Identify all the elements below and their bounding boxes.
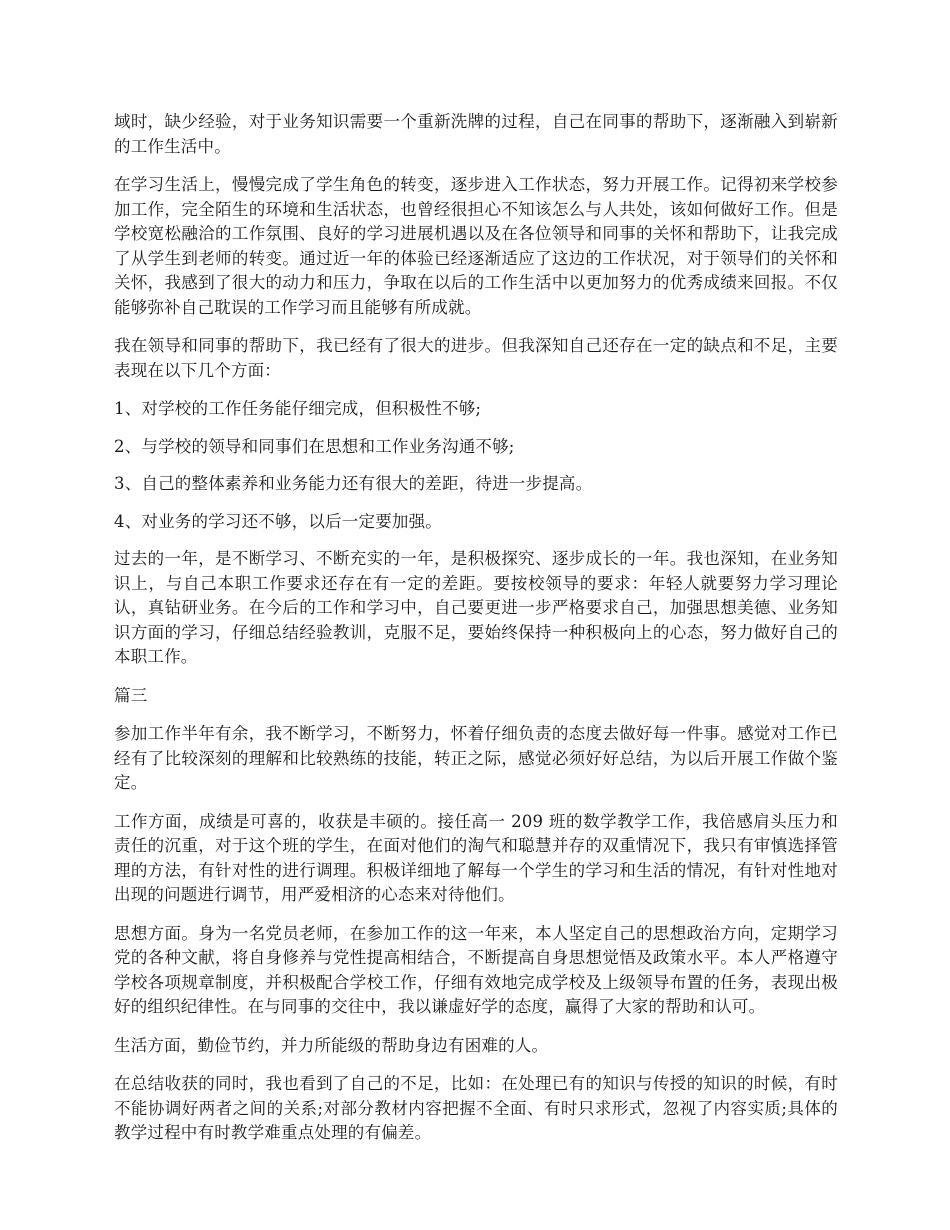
list-item: 4、对业务的学习还不够，以后一定要加强。 — [114, 511, 442, 531]
paragraph-thought: 思想方面。身为一名党员老师，在参加工作的这一年来，本人坚定自己的思想政治方向，定期学习党的各种文献，将自身修养与党性提高相结合，不断提高自身思想觉悟及政策水平。本人严格遵守学校各项规章制度，并积极配合学校工作，仔细有效地完成学校及上级领导布置的任务，表现出极好的组织纪律性。在与同事的交往中，我以谦虚好学的态度，赢得了大家的帮助和认可。 — [114, 923, 838, 1016]
section-heading: 篇三 — [114, 685, 148, 705]
paragraph-intro-continuation: 域时，缺少经验，对于业务知识需要一个重新洗牌的过程，自己在同事的帮助下，逐渐融入到崭新的工作生活中。 — [114, 112, 838, 156]
list-item: 3、自己的整体素养和业务能力还有很大的差距，待进一步提高。 — [114, 474, 593, 493]
paragraph-study-life: 在学习生活上，慢慢完成了学生角色的转变，逐步进入工作状态，努力开展工作。记得初来学校参加工作，完全陌生的环境和生活状态，也曾经很担心不知该怎么与人共处，该如何做好工作。但是学校宽松融洽的工作氛围、良好的学习进展机遇以及在各位领导和同事的关怀和帮助下，让我完成了从学生到老师的转变。通过近一年的体验已经逐渐适应了这边的工作状况，对于领导们的关怀和关怀，我感到了很大的动力和压力，争取在以后的工作生活中以更加努力的优秀成绩来回报。不仅能够弥补自己耽误的工作学习而且能够有所成就。 — [114, 175, 838, 317]
paragraph-half-year: 参加工作半年有余，我不断学习，不断努力，怀着仔细负责的态度去做好每一件事。感觉对工作已经有了比较深刻的理解和比较熟练的技能，转正之际，感觉必须好好总结，为以后开展工作做个鉴定。 — [114, 724, 838, 792]
list-item: 1、对学校的工作任务能仔细完成，但积极性不够; — [114, 399, 482, 418]
paragraph-life: 生活方面，勤俭节约，并力所能级的帮助身边有困难的人。 — [114, 1035, 549, 1055]
paragraph-shortcomings-intro: 我在领导和同事的帮助下，我已经有了很大的进步。但我深知自己还存在一定的缺点和不足，主要表现在以下几个方面： — [114, 336, 838, 380]
paragraph-work: 工作方面，成绩是可喜的，收获是丰硕的。接任高一 209 班的数学教学工作，我倍感肩头压力和责任的沉重，对于这个班的学生，在面对他们的淘气和聪慧并存的双重情况下，我只有审慎选择管理的方法，有针对性的进行调理。积极详细地了解每一个学生的学习和生活的情况，有针对性地对出现的问题进行调节，用严爱相济的心态来对待他们。 — [114, 811, 838, 904]
paragraph-past-year: 过去的一年，是不断学习、不断充实的一年，是积极探究、逐步成长的一年。我也深知，在业务知识上，与自己本职工作要求还存在有一定的差距。要按校领导的要求：年轻人就要努力学习理论认，真钻研业务。在今后的工作和学习中，自己要更进一步严格要求自己，加强思想美德、业务知识方面的学习，仔细总结经验教训，克服不足，要始终保持一种积极向上的心态，努力做好自己的本职工作。 — [114, 549, 838, 666]
paragraph-shortfalls: 在总结收获的同时，我也看到了自己的不足，比如：在处理已有的知识与传授的知识的时候，有时不能协调好两者之间的关系;对部分教材内容把握不全面、有时只求形式，忽视了内容实质;具体的教学过程中有时教学难重点处理的有偏差。 — [114, 1074, 838, 1142]
document-page — [114, 110, 838, 1160]
list-item: 2、与学校的领导和同事们在思想和工作业务沟通不够; — [114, 436, 515, 456]
